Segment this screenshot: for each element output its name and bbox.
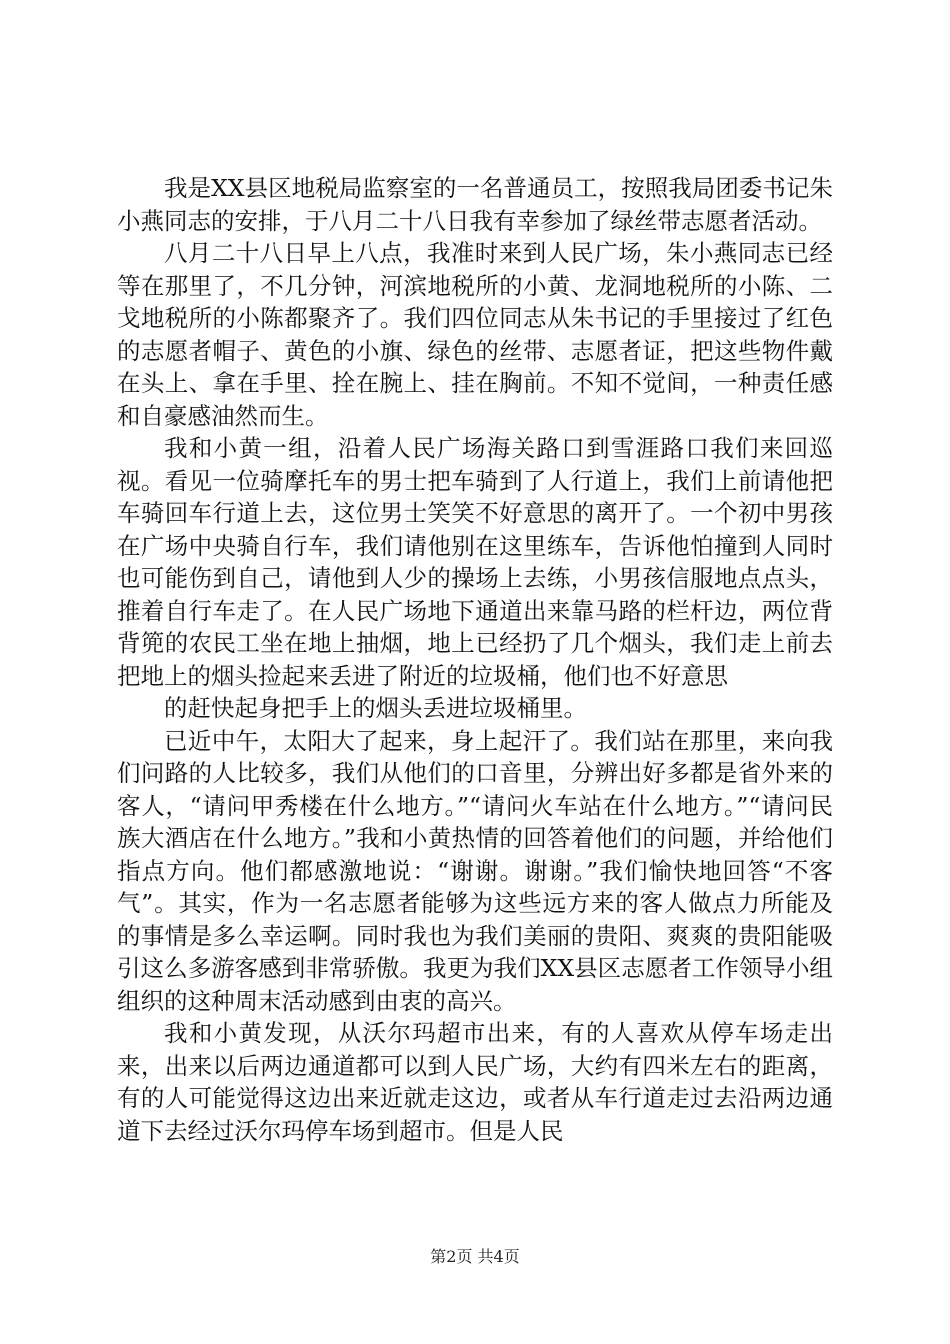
page-footer: 第2页 共4页 xyxy=(430,1247,520,1266)
paragraph-3: 我和小黄一组，沿着人民广场海关路口到雪涯路口我们来回巡视。看见一位骑摩托车的男士把车骑到了人行道上，我们上前请他把车骑回车行道上去，这位男士笑笑不好意思的离开了。一个初中男孩在广场中央骑自行车，我们请他别在这里练车，告诉他怕撞到人同时也可能伤到自己，请他到人少的操场上去练，小男孩信服地点点头，推着自行车走了。在人民广场地下通道出来靠马路的栏杆边，两位背背篼的农民工坐在地上抽烟，地上已经扔了几个烟头，我们走上前去把地上的烟头捡起来丢进了附近的垃圾桶，他们也不好意思 xyxy=(117,434,833,690)
paragraph-5: 已近中午，太阳大了起来，身上起汗了。我们站在那里，来向我们问路的人比较多，我们从他们的口音里，分辨出好多都是省外来的客人，“请问甲秀楼在什么地方。”“请问火车站在什么地方。”“请问民族大酒店在什么地方。”我和小黄热情的回答着他们的问题，并给他们指点方向。他们都感激地说：“谢谢。谢谢。”我们愉快地回答“不客气”。其实，作为一名志愿者能够为这些远方来的客人做点力所能及的事情是多么幸运啊。同时我也为我们美丽的贵阳、爽爽的贵阳能吸引这么多游客感到非常骄傲。我更为我们XX县区志愿者工作领导小组组织的这种周末活动感到由衷的高兴。 xyxy=(117,726,833,1015)
paragraph-6: 我和小黄发现，从沃尔玛超市出来，有的人喜欢从停车场走出来，出来以后两边通道都可以到人民广场，大约有四米左右的距离，有的人可能觉得这边出来近就走这边，或者从车行道走过去沿两边通道下去经过沃尔玛停车场到超市。但是人民 xyxy=(117,1019,833,1145)
body-text xyxy=(117,172,833,1147)
paragraph-2: 八月二十八日早上八点，我准时来到人民广场，朱小燕同志已经等在那里了，不几分钟，河滨地税所的小黄、龙洞地税所的小陈、二戈地税所的小陈都聚齐了。我们四位同志从朱书记的手里接过了红色的志愿者帽子、黄色的小旗、绿色的丝带、志愿者证，把这些物件戴在头上、拿在手里、拴在腕上、挂在胸前。不知不觉间，一种责任感和自豪感油然而生。 xyxy=(117,239,833,430)
paragraph-1: 我是XX县区地税局监察室的一名普通员工，按照我局团委书记朱小燕同志的安排，于八月二十八日我有幸参加了绿丝带志愿者活动。 xyxy=(117,174,833,235)
paragraph-4: 的赶快起身把手上的烟头丢进垃圾桶里。 xyxy=(164,694,587,722)
